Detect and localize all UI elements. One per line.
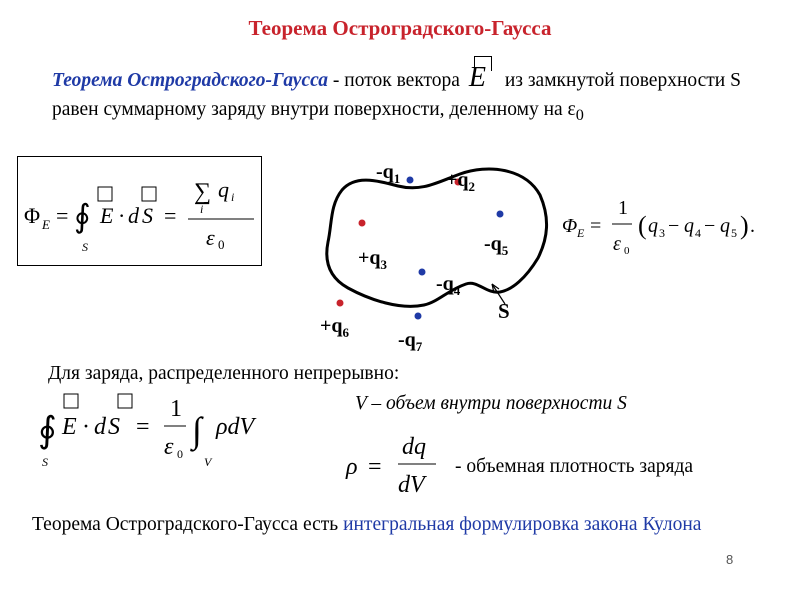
volume-note: V – объем внутри поверхности S bbox=[355, 393, 627, 414]
vector-e-letter: E bbox=[468, 62, 486, 93]
svg-text:S: S bbox=[82, 240, 88, 254]
svg-text:∮: ∮ bbox=[74, 198, 91, 234]
svg-text:ρ: ρ bbox=[346, 454, 358, 480]
svg-text:5: 5 bbox=[731, 226, 737, 240]
svg-text:∮: ∮ bbox=[38, 410, 57, 450]
svg-text:S: S bbox=[142, 203, 153, 228]
svg-text:=: = bbox=[56, 203, 69, 228]
charge-label-3: $+q_3$ bbox=[358, 247, 388, 272]
conclusion-highlight: интегральная формулировка закона Кулона bbox=[343, 514, 702, 535]
svg-text:dq: dq bbox=[402, 434, 426, 460]
svg-text:−: − bbox=[668, 215, 680, 237]
charge-label-1: $-q_1$ bbox=[376, 161, 401, 186]
svg-text:E: E bbox=[100, 203, 114, 228]
svg-text:Φ: Φ bbox=[562, 215, 578, 237]
svg-text:q: q bbox=[218, 177, 229, 202]
conclusion-part1: Теорема Остроградского-Гаусса есть bbox=[32, 514, 344, 535]
svg-text:d: d bbox=[128, 203, 139, 228]
svg-text:4: 4 bbox=[695, 226, 701, 240]
svg-text:∫: ∫ bbox=[192, 410, 202, 450]
svg-text:1: 1 bbox=[170, 396, 182, 422]
svg-text:i: i bbox=[231, 190, 235, 204]
svg-text:ε: ε bbox=[613, 233, 621, 255]
svg-text:E: E bbox=[62, 414, 77, 440]
charge-label-7: $-q_7$ bbox=[398, 329, 423, 354]
svg-text:−: − bbox=[704, 215, 716, 237]
svg-text:E: E bbox=[577, 226, 585, 240]
svg-text:0: 0 bbox=[177, 447, 183, 461]
charge-label-4: $-q_4$ bbox=[436, 273, 461, 298]
charge-dot-6 bbox=[337, 300, 344, 307]
charge-dot-7 bbox=[415, 313, 422, 320]
svg-text:d: d bbox=[94, 414, 106, 440]
svg-text:=: = bbox=[136, 414, 150, 440]
charge-dot-4 bbox=[419, 269, 426, 276]
svg-text:0: 0 bbox=[624, 245, 630, 257]
charge-label-5: $-q_5$ bbox=[484, 233, 509, 258]
continuous-charge-label: Для заряда, распределенного непрерывно: bbox=[48, 363, 400, 384]
vector-e-symbol bbox=[465, 62, 505, 94]
epsilon-subscript: 0 bbox=[575, 105, 584, 124]
charge-dot-3 bbox=[359, 220, 366, 227]
svg-text:i: i bbox=[200, 202, 204, 216]
statement-part2: из замкнутой поверхности S равен суммарному заряду внутри поверхности, деленному на ε bbox=[52, 70, 741, 120]
surface-diagram bbox=[300, 150, 560, 360]
charge-label-2: $+q_2$ bbox=[446, 169, 476, 194]
svg-text:=: = bbox=[164, 203, 177, 228]
conclusion-text bbox=[32, 510, 792, 539]
svg-text:E: E bbox=[42, 217, 50, 232]
gauss-formula bbox=[18, 157, 261, 265]
svg-text:S: S bbox=[108, 414, 120, 440]
charge-dot-5 bbox=[497, 211, 504, 218]
svg-text:.: . bbox=[750, 215, 755, 237]
slide-title: Теорема Остроградского-Гаусса bbox=[248, 16, 552, 40]
svg-text:ε: ε bbox=[164, 434, 174, 460]
svg-text:V: V bbox=[204, 455, 212, 469]
svg-text:·: · bbox=[82, 414, 90, 440]
svg-text:·: · bbox=[118, 203, 126, 228]
integral-formula bbox=[36, 386, 286, 470]
svg-text:Φ: Φ bbox=[24, 203, 41, 228]
svg-text:3: 3 bbox=[659, 226, 665, 240]
flux-result-formula bbox=[560, 192, 790, 262]
surface-label: S bbox=[498, 299, 510, 323]
gauss-formula-box bbox=[17, 156, 262, 266]
theorem-statement bbox=[52, 62, 752, 130]
svg-text:(: ( bbox=[638, 211, 647, 240]
svg-text:1: 1 bbox=[618, 197, 628, 219]
svg-text:=: = bbox=[590, 215, 602, 237]
svg-text:dV: dV bbox=[398, 472, 425, 498]
svg-text:=: = bbox=[368, 454, 382, 480]
svg-text:∑: ∑ bbox=[194, 179, 212, 205]
svg-text:q: q bbox=[720, 215, 730, 237]
density-note: - объемная плотность заряда bbox=[455, 456, 694, 477]
charge-label-6: $+q_6$ bbox=[320, 315, 350, 340]
svg-text:): ) bbox=[740, 211, 749, 240]
svg-text:q: q bbox=[684, 215, 694, 237]
svg-text:ρdV: ρdV bbox=[216, 414, 255, 440]
svg-text:0: 0 bbox=[218, 237, 225, 252]
statement-part1: - поток вектора bbox=[328, 70, 465, 91]
page-number: 8 bbox=[726, 552, 734, 567]
theorem-name: Теорема Остроградского-Гаусса bbox=[52, 70, 329, 91]
svg-text:q: q bbox=[648, 215, 658, 237]
svg-text:S: S bbox=[42, 455, 48, 469]
density-formula bbox=[344, 428, 454, 502]
svg-text:ε: ε bbox=[206, 225, 215, 250]
charge-dot-1 bbox=[407, 177, 414, 184]
